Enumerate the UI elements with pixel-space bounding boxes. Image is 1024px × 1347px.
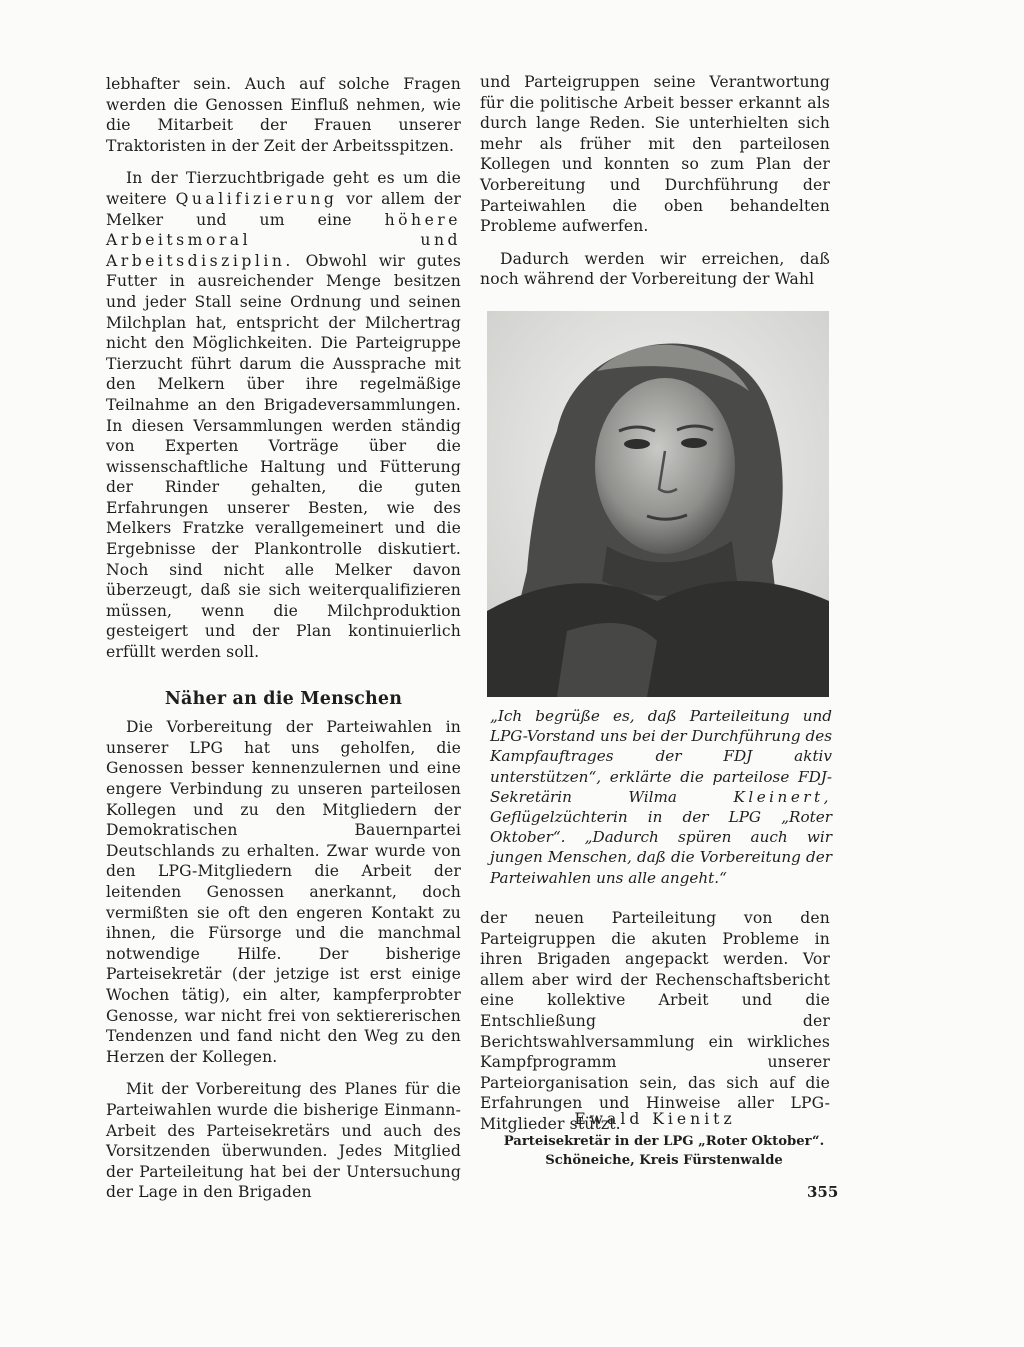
right-column-top: [480, 72, 830, 302]
author-signature: Ewald Kienitz: [574, 1110, 736, 1128]
paragraph-plan: Mit der Vorbereitung des Planes für die Parteiwahlen wurde die bisherige Einmann-Arbeit des Parteisekretärs und auch des Vorsitzenden überwunden. Jedes Mitglied der Parteileitung hat bei der Untersuchung der Lage in den Brigaden: [106, 1080, 461, 1202]
paragraph-tierzucht: [106, 168, 461, 662]
affiliation-line: Parteisekretär in der LPG „Roter Oktober“.: [503, 1134, 825, 1149]
spaced-emphasis: höhere Arbeitsmoral und Arbeitsdisziplin.: [106, 210, 461, 270]
paragraph-dadurch: Dadurch werden wir erreichen, daß noch während der Vorbereitung der Wahl: [480, 249, 830, 289]
photo-caption: [490, 706, 832, 888]
spaced-emphasis: Qualifizierung: [175, 189, 338, 208]
section-heading: Näher an die Menschen: [164, 688, 403, 709]
affiliation-line: Schöneiche, Kreis Fürstenwalde: [545, 1153, 783, 1168]
caption-name: Kleinert,: [733, 787, 832, 806]
portrait-photo: [487, 311, 829, 697]
paragraph-continuation: lebhafter sein. Auch auf solche Fragen werden die Genossen Einfluß nehmen, wie die Mitarbeit der Frauen unserer Traktoristen in der Zeit der Arbeitsspitzen.: [106, 75, 461, 155]
text-run: vor allem der Melker und um eine: [106, 189, 462, 229]
author-affiliation: [492, 1132, 836, 1170]
caption-text: „Ich begrüße es, daß Parteileitung und LPG-Vorstand uns bei der Durchführung des Kampfauftrages der FDJ aktiv unterstützen“, erklärte die parteilose FDJ-Sekretärin Wilma: [490, 707, 832, 806]
paragraph-parteigruppen: und Parteigruppen seine Verantwortung für die politische Arbeit besser erkannt als durch lange Reden. Sie unterhielten sich mehr als früher mit den parteilosen Kollegen und konnten so zum Plan der Vorbereitung und Durchführung der Parteiwahlen die oben behandelten Probleme aufwerfen.: [480, 73, 830, 236]
text-run: Obwohl wir gutes Futter in ausreichender Menge besitzen und jeder Stall seine Ordnung und seinen Milchplan hat, entspricht der Milchertrag nicht den Möglichkeiten. Die Parteigruppe Tierzucht führt darum die Aussprache mit den Melkern über ihre regelmäßige Teilnahme an den Brigadeversammlungen. In diesen Versammlungen werden ständig von Experten Vorträge über die wissenschaftliche Haltung und Fütterung der Rinder gehalten, die guten Erfahrungen unserer Besten, wie des Melkers Fratzke verallgemeinert und die Ergebnisse der Plankontrolle diskutiert. Noch sind nicht alle Melker davon überzeugt, daß sie sich weiterqualifizieren müssen, wenn die Milchproduktion gesteigert und der Plan kontinuierlich erfüllt werden soll.: [106, 251, 461, 662]
left-column: [106, 74, 461, 1215]
portrait-photo-drawing: [487, 311, 829, 697]
paragraph-vorbereitung: Die Vorbereitung der Parteiwahlen in unserer LPG hat uns geholfen, die Genossen besser kennenzulernen und eine engere Verbindung zu unseren parteilosen Kollegen und zu den Mitgliedern der Demokratischen Bauernpartei Deutschlands zu erhalten. Zwar wurde von den LPG-Mitgliedern die Arbeit der leitenden Genossen anerkannt, doch vermißten sie oft den engeren Kontakt zu ihnen, die Fürsorge und die manchmal notwendige Hilfe. Der bisherige Parteisekretär (der jetzige ist erst einige Wochen tätig), ein alter, kampferprobter Genosse, war nicht frei von sektiererischen Tendenzen und fand nicht den Weg zu den Herzen der Kollegen.: [106, 718, 461, 1066]
caption-text: Geflügelzüchterin in der LPG „Roter Oktober“. „Dadurch spüren auch wir jungen Menschen, daß die Vorbereitung der Parteiwahlen uns alle angeht.“: [490, 808, 832, 887]
page-number: 355: [807, 1183, 839, 1201]
paragraph-parteileitung: der neuen Parteileitung von den Parteigruppen die akuten Probleme in ihren Brigaden angepackt werden. Vor allem aber wird der Rechenschaftsbericht eine kollektive Arbeit und die Entschließung der Berichtswahlversammlung ein wirkliches Kampfprogramm unserer Parteiorganisation sein, das sich auf die Erfahrungen und Hinweise aller LPG-Mitglieder stützt.: [480, 909, 830, 1133]
text-run: In der Tierzuchtbrigade geht es um die weitere: [106, 169, 461, 208]
